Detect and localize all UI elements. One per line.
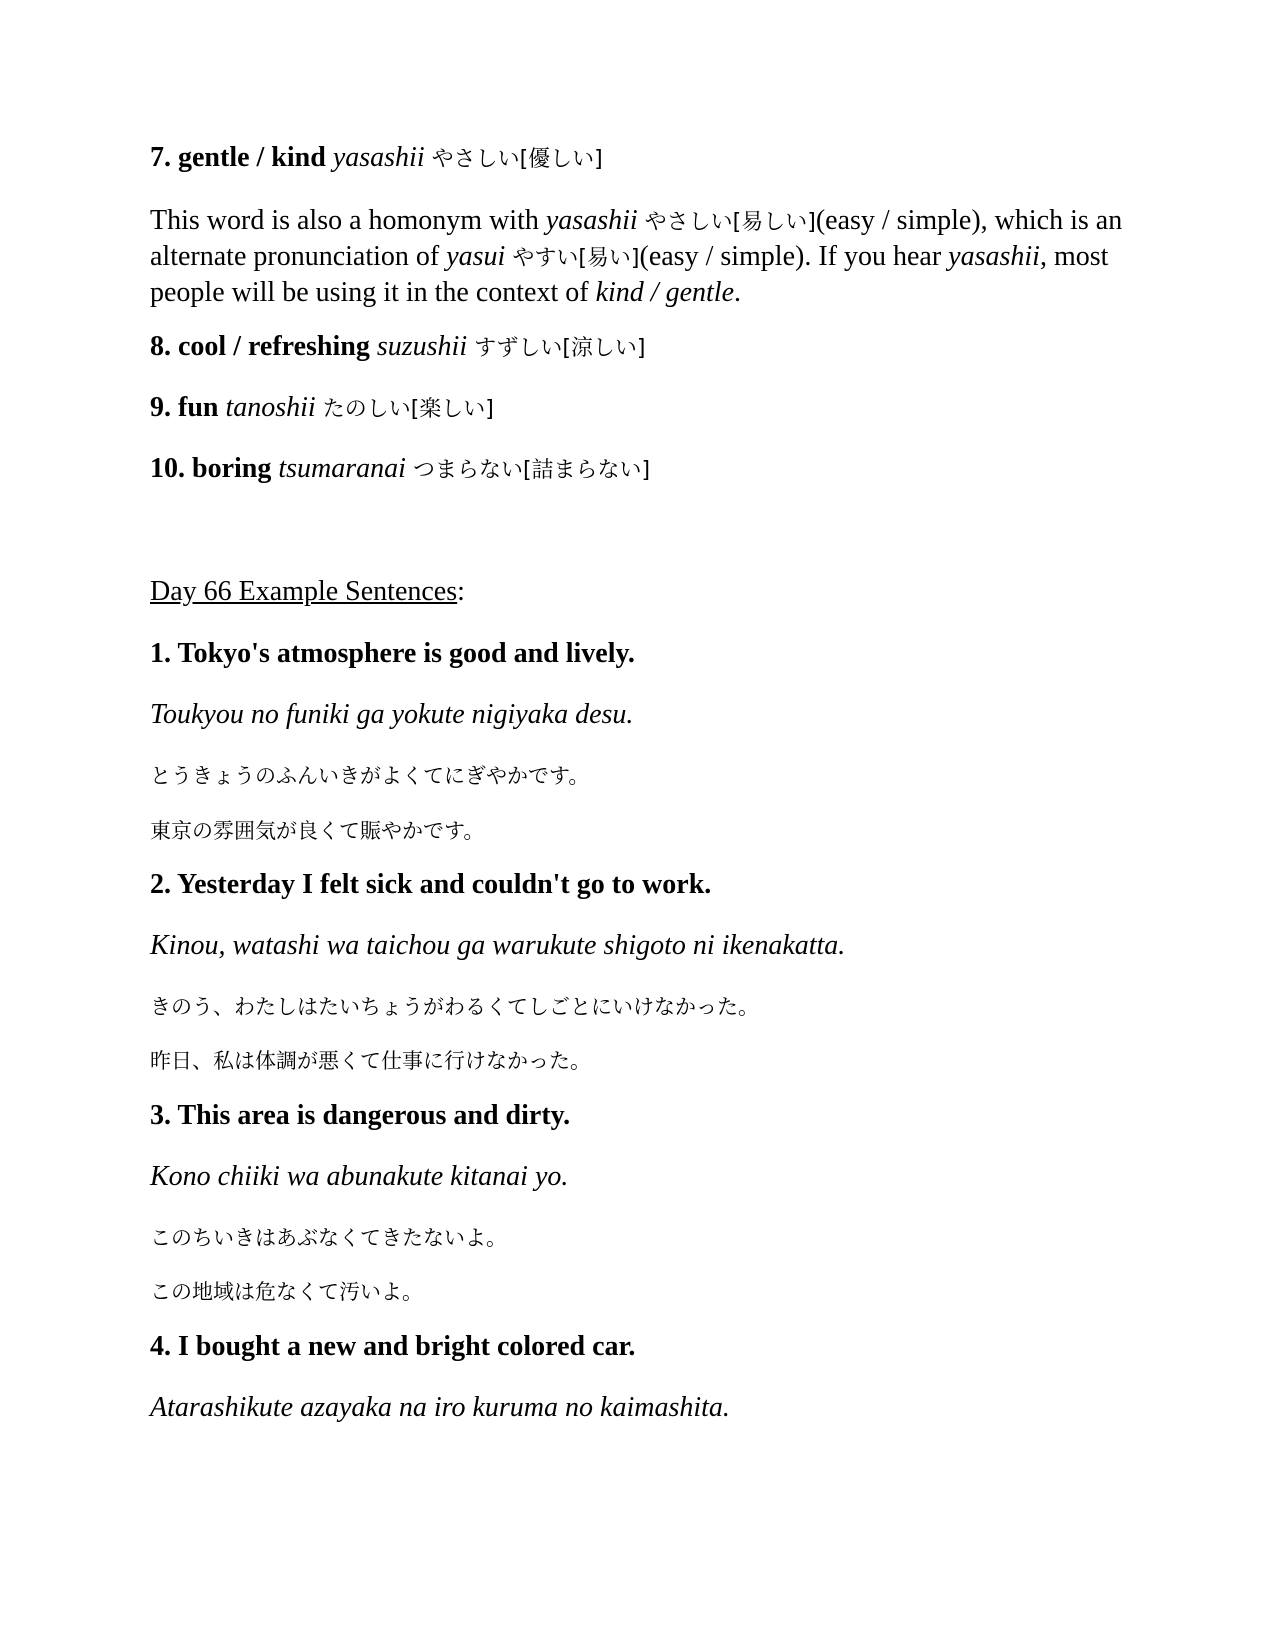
sentence-english: 3. This area is dangerous and dirty. <box>150 1100 571 1131</box>
vocab-label: 8. cool / refreshing <box>150 331 370 362</box>
note-kana: やさしい[易しい] <box>637 210 816 235</box>
homonym-note <box>150 204 1140 310</box>
note-romaji: kind / gentle <box>595 277 734 308</box>
note-text: (easy / simple). If you hear <box>639 241 949 272</box>
note-kana: やすい[易い] <box>505 246 640 271</box>
note-romaji: yasui <box>446 241 506 272</box>
note-text: This word is also a homonym with <box>150 205 546 236</box>
vocab-item-9 <box>150 392 1140 424</box>
sentence-kana: とうきょうのふんいきがよくてにぎやかです。 <box>150 764 590 788</box>
note-text: , most people will be using it in the context of <box>150 241 1109 308</box>
section-title: Day 66 Example Sentences <box>150 576 458 607</box>
sentence-kanji: この地域は危なくて汚いよ。 <box>150 1280 423 1304</box>
note-text: (easy / simple), which is an alternate pronunciation of <box>150 205 1123 272</box>
vocab-label: 7. gentle / kind <box>150 142 326 173</box>
sentence-english: 4. I bought a new and bright colored car. <box>150 1331 636 1362</box>
vocab-romaji: yasashii <box>332 142 425 173</box>
vocab-label: 10. boring <box>150 453 272 484</box>
vocab-item-7 <box>150 142 1140 174</box>
note-text: . <box>734 277 741 308</box>
vocab-romaji: suzushii <box>376 331 468 362</box>
sentence-english: 1. Tokyo's atmosphere is good and lively. <box>150 638 635 669</box>
sentence-romaji: Toukyou no funiki ga yokute nigiyaka desu. <box>150 699 634 730</box>
sentence-kana: このちいきはあぶなくてきたないよ。 <box>150 1226 507 1250</box>
sentence-english: 2. Yesterday I felt sick and couldn't go to work. <box>150 869 712 900</box>
vocab-label: 9. fun <box>150 392 219 423</box>
vocab-kana: たのしい[楽しい] <box>322 397 494 422</box>
sentence-kanji: 昨日、私は体調が悪くて仕事に行けなかった。 <box>150 1049 591 1073</box>
vocab-item-10 <box>150 453 1140 485</box>
note-romaji: yasashii <box>545 205 638 236</box>
sentence-kanji: 東京の雰囲気が良くて賑やかです。 <box>150 819 485 843</box>
sentence-romaji: Kono chiiki wa abunakute kitanai yo. <box>150 1161 569 1192</box>
sentence-romaji: Kinou, watashi wa taichou ga warukute shigoto ni ikenakatta. <box>150 930 846 961</box>
vocab-romaji: tsumaranai <box>278 453 406 484</box>
section-heading <box>150 576 1140 608</box>
sentence-kana: きのう、わたしはたいちょうがわるくてしごとにいけなかった。 <box>150 995 759 1019</box>
sentence-romaji: Atarashikute azayaka na iro kuruma no kaimashita. <box>150 1392 730 1423</box>
vocab-kana: すずしい[涼しい] <box>474 336 646 361</box>
vocab-kana: つまらない[詰まらない] <box>412 458 651 483</box>
note-romaji: yasashii <box>948 241 1040 272</box>
vocab-kana: やさしい[優しい] <box>431 147 603 172</box>
vocab-romaji: tanoshii <box>225 392 316 423</box>
vocab-item-8 <box>150 331 1140 363</box>
section-suffix: : <box>457 576 465 607</box>
